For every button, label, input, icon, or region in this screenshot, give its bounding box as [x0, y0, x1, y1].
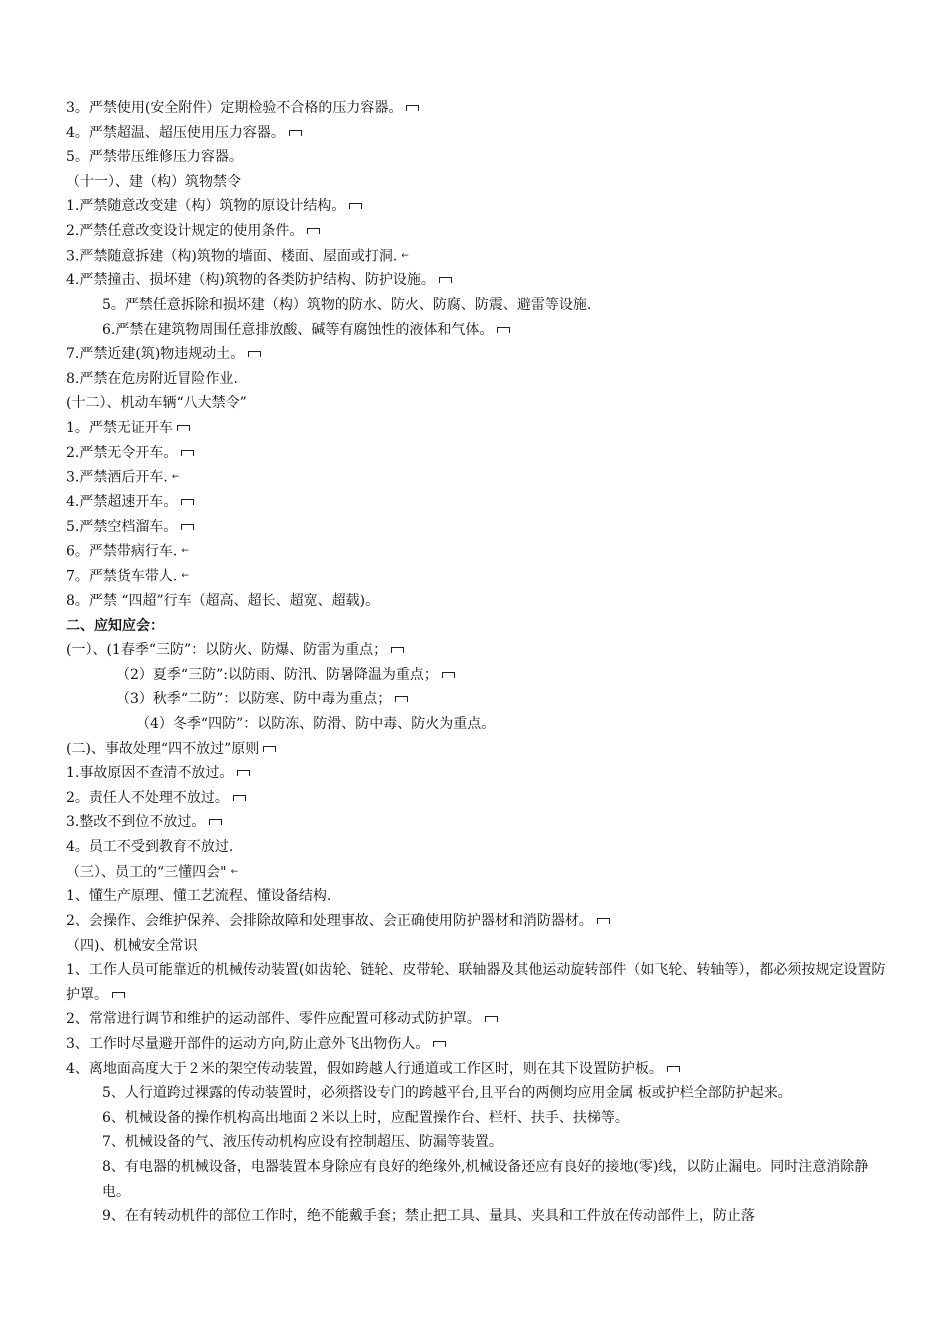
paragraph-return-icon [442, 672, 455, 678]
line-text: 6.严禁在建筑物周围任意排放酸、碱等有腐蚀性的液体和气体。 [102, 321, 494, 338]
text-line [66, 663, 886, 688]
line-text: 7。严禁货车带人. [66, 568, 178, 585]
paragraph-return-icon [307, 228, 320, 234]
line-text: 4、离地面高度大于２米的架空传动装置，假如跨越人行通道或工作区时，则在其下设置防护板。 [66, 1060, 663, 1077]
text-line [66, 1057, 886, 1082]
line-text: 4.严禁撞击、损坏建（构)筑物的各类防护结构、防护设施。 [66, 272, 435, 289]
line-text: 1.事故原因不查清不放过。 [66, 765, 234, 782]
paragraph-return-icon [233, 795, 246, 801]
line-text: 5.严禁空档溜车。 [66, 518, 178, 535]
text-line [66, 884, 886, 909]
line-text: 8、有电器的机械设备，电器装置本身除应有良好的绝缘外,机械设备还应有良好的接地(零)线，以防止漏电。同时注意消除静电。 [102, 1159, 869, 1200]
line-break-arrow-icon: ← [181, 546, 188, 557]
line-text: 8.严禁在危房附近冒险作业. [66, 370, 238, 387]
line-text: 4。员工不受到教育不放过. [66, 839, 234, 855]
text-line [66, 170, 886, 195]
line-text: (二)、事故处理“四不放过”原则 [66, 740, 260, 757]
line-text: 5。严禁任意拆除和损坏建（构）筑物的防水、防火、防腐、防震、避雷等设施. [102, 297, 592, 314]
line-text: (一）、(1春季“三防”：以防火、防爆、防雷为重点； [66, 642, 388, 659]
line-break-arrow-icon: ← [171, 472, 179, 483]
text-line [66, 1081, 886, 1106]
line-text: (十二）、机动车辆“八大禁令” [66, 395, 247, 412]
paragraph-return-icon [112, 992, 125, 998]
text-line [66, 1204, 886, 1229]
paragraph-return-icon [237, 770, 250, 776]
line-text: 2.严禁无令开车。 [66, 444, 178, 461]
text-line [66, 367, 886, 392]
paragraph-return-icon [181, 524, 194, 530]
line-text: （3）秋季“二防”：以防寒、防中毒为重点； [116, 691, 392, 708]
text-line [66, 589, 886, 614]
line-text: 2、常常进行调节和维护的运动部件、零件应配置可移动式防护罩。 [66, 1011, 481, 1028]
text-line [66, 1007, 886, 1032]
line-text: 3.整改不到位不放过。 [66, 814, 206, 831]
text-line [66, 318, 886, 343]
paragraph-return-icon [497, 327, 510, 333]
paragraph-return-icon [395, 696, 408, 702]
text-line [66, 909, 886, 934]
section-heading [66, 614, 886, 639]
line-text: 1.严禁随意改变建（构）筑物的原设计结构。 [66, 198, 346, 215]
text-line [66, 1130, 886, 1155]
text-line [66, 786, 886, 811]
text-line [66, 145, 886, 170]
paragraph-return-icon [406, 105, 419, 111]
text-line [66, 1032, 886, 1057]
text-line [66, 1106, 886, 1131]
line-text: 2。责任人不处理不放过。 [66, 789, 229, 806]
paragraph-return-icon [177, 425, 190, 431]
text-line [66, 244, 886, 269]
line-break-arrow-icon: ← [401, 250, 408, 261]
text-line [66, 342, 886, 367]
line-text: 4。严禁超温、超压使用压力容器。 [66, 124, 285, 141]
text-line [66, 490, 886, 515]
text-line [66, 121, 886, 146]
paragraph-return-icon [209, 819, 222, 825]
paragraph-return-icon [349, 203, 362, 209]
line-text: 3。严禁使用(安全附件）定期检验不合格的压力容器。 [66, 100, 403, 116]
text-line [66, 958, 886, 1007]
text-line [66, 219, 886, 244]
text-line [66, 441, 886, 466]
line-text: 3.严禁随意拆建（构)筑物的墙面、楼面、屋面或打洞. [66, 247, 398, 264]
paragraph-return-icon [181, 450, 194, 456]
line-text: 6、机械设备的操作机构高出地面２米以上时，应配置操作台、栏杆、扶手、扶梯等。 [102, 1109, 629, 1126]
paragraph-return-icon [667, 1066, 680, 1072]
text-line [66, 712, 886, 737]
text-line [66, 638, 886, 663]
line-text: （四)、机械安全常识 [66, 937, 198, 954]
line-text: （2）夏季“三防”:以防雨、防汛、防暑降温为重点； [116, 666, 438, 683]
line-text: 2.严禁任意改变设计规定的使用条件。 [66, 222, 304, 239]
line-break-arrow-icon: ← [230, 866, 238, 877]
line-text: （4）冬季“四防”：以防冻、防滑、防中毒、防火为重点。 [136, 716, 496, 733]
line-text: 2、会操作、会维护保养、会排除故障和处理事故、会正确使用防护器材和消防器材。 [66, 913, 593, 930]
text-line [66, 268, 886, 293]
line-text: 7、机械设备的气、液压传动机构应设有控制超压、防漏等装置。 [102, 1134, 503, 1151]
text-line [66, 687, 886, 712]
text-line [66, 416, 886, 441]
paragraph-return-icon [263, 746, 276, 752]
text-line [66, 539, 886, 564]
line-text: 3、工作时尽量避开部件的运动方向,防止意外飞出物伤人。 [66, 1036, 430, 1053]
paragraph-return-icon [391, 647, 404, 653]
text-line [66, 810, 886, 835]
paragraph-return-icon [433, 1041, 446, 1047]
line-text: 8。严禁 “四超”行车（超高、超长、超宽、超载)。 [66, 593, 380, 610]
line-text: 1。严禁无证开车 [66, 420, 173, 437]
text-line [66, 194, 886, 219]
line-text: （十一）、建（构）筑物禁令 [66, 173, 241, 190]
line-text: 3.严禁酒后开车. [66, 469, 168, 486]
text-line [66, 515, 886, 540]
line-text: 9、在有转动机件的部位工作时，绝不能戴手套；禁止把工具、量具、夹具和工件放在传动部件上，防止落 [102, 1208, 755, 1225]
text-line [66, 1155, 886, 1204]
line-text: 1、懂生产原理、懂工艺流程、懂设备结构. [66, 888, 332, 905]
text-line [66, 564, 886, 589]
text-line [66, 835, 886, 860]
text-line [66, 391, 886, 416]
line-text: 二、应知应会： [66, 617, 164, 634]
paragraph-return-icon [289, 130, 302, 136]
text-line [66, 293, 886, 318]
text-line [66, 465, 886, 490]
line-text: 6。严禁带病行车. [66, 543, 178, 560]
text-line [66, 96, 886, 121]
text-line [66, 934, 886, 959]
line-text: （三）、员工的“三懂四会" [66, 863, 227, 880]
paragraph-return-icon [181, 499, 194, 505]
text-line [66, 737, 886, 762]
line-text: 1、工作人员可能靠近的机械传动装置(如齿轮、链轮、皮带轮、联轴器及其他运动旋转部件（如飞轮、转轴等），都必须按规定设置防护罩。 [66, 962, 886, 1003]
paragraph-return-icon [597, 918, 610, 924]
document-body [66, 96, 886, 1229]
paragraph-return-icon [485, 1016, 498, 1022]
text-line [66, 761, 886, 786]
line-text: 5、人行道跨过裸露的传动装置时，必须搭设专门的跨越平台,且平台的两侧均应用金属 板或护栏全部防护起来。 [102, 1085, 792, 1102]
text-line [66, 860, 886, 885]
paragraph-return-icon [439, 277, 452, 283]
line-break-arrow-icon: ← [181, 571, 188, 582]
line-text: 4.严禁超速开车。 [66, 494, 178, 511]
paragraph-return-icon [248, 351, 261, 357]
line-text: 7.严禁近建(筑)物违规动土。 [66, 346, 245, 363]
line-text: 5。严禁带压维修压力容器。 [66, 149, 243, 166]
